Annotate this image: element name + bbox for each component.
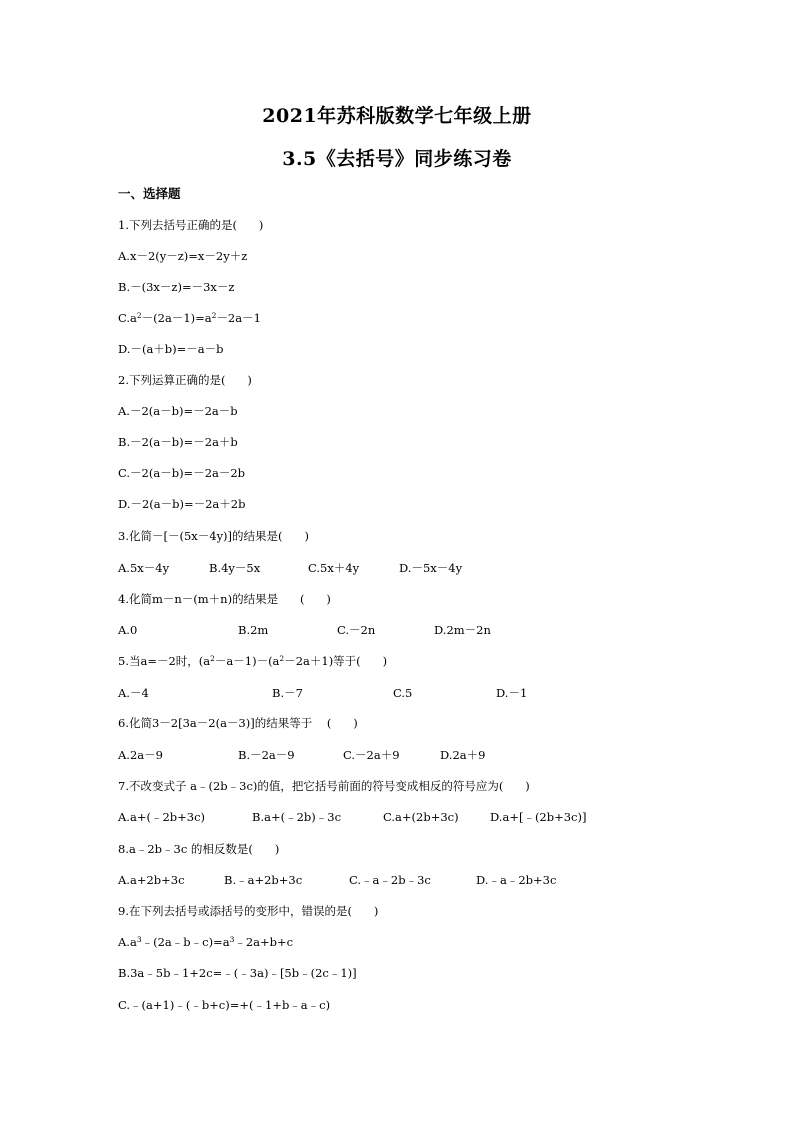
question-5-option-a: A.－4 [118,686,149,700]
question-4-option-d: D.2m－2n [434,623,491,637]
question-5-option-b: B.－7 [272,686,303,700]
question-6-options [118,747,738,763]
question-2-option-b: B.－2(a－b)=－2a＋b [118,435,238,449]
question-2-option-c: C.－2(a－b)=－2a－2b [118,466,246,480]
question-7-option-c: C.a+(2b+3c) [383,810,459,824]
question-2-option-a: A.－2(a－b)=－2a－b [118,404,238,418]
question-4-option-c: C.－2n [337,623,376,637]
question-3-option-a: A.5x－4y [118,561,170,575]
question-9-option-c: C.﹣(a+1)﹣(﹣b+c)=+(﹣1+b﹣a﹣c) [118,998,331,1012]
question-6-option-a: A.2a－9 [118,748,163,762]
question-8-option-b: B.﹣a+2b+3c [224,873,303,887]
question-1-option-d: D.－(a＋b)=－a－b [118,342,224,356]
question-8-option-c: C.﹣a﹣2b﹣3c [349,873,431,887]
question-7-options [118,809,738,825]
section-heading: 一、选择题 [118,186,181,201]
question-5-options [118,685,738,701]
question-7-option-d: D.a+[﹣(2b+3c)] [490,810,587,824]
question-3-option-c: C.5x＋4y [308,561,360,575]
question-3-options [118,560,738,576]
question-9-option-a: $A.a^3﹣(2a﹣b﹣c)=a^3﹣2a+b+c$ [118,935,294,949]
question-5-stem: 5.当a=－2时，$(a^2-a-1)-(a^2-2a+1)$等于( ) [118,654,388,668]
question-4-options [118,622,738,638]
question-6-stem: 6.化简3－2[3a－2(a－3)]的结果等于 ( ) [118,716,358,730]
question-2-option-d: D.－2(a－b)=－2a＋2b [118,497,246,511]
question-4-option-a: A.0 [118,623,138,637]
question-1-option-b: B.－(3x－z)=－3x－z [118,280,235,294]
question-4-option-b: B.2m [238,623,269,637]
question-8-options [118,872,738,888]
question-9-stem: 9.在下列去括号或添括号的变形中，错误的是( ) [118,904,379,918]
question-7-option-b: B.a+(﹣2b)﹣3c [252,810,342,824]
question-4-stem: 4.化简m－n－(m＋n)的结果是 ( ) [118,592,331,606]
question-6-option-d: D.2a＋9 [440,748,486,762]
question-8-stem: 8.a﹣2b﹣3c 的相反数是( ) [118,842,280,856]
question-1-stem: 1.下列去括号正确的是( ) [118,218,264,232]
question-8-option-d: D.﹣a﹣2b+3c [476,873,557,887]
question-3-option-b: B.4y－5x [209,561,261,575]
question-9-option-b: B.3a﹣5b﹣1+2c=﹣(﹣3a)﹣[5b﹣(2c﹣1)] [118,966,357,980]
question-7-stem: 7.不改变式子 a﹣(2b﹣3c)的值，把它括号前面的符号变成相反的符号应为( ) [118,779,530,793]
document-title: 2021年苏科版数学七年级上册 [262,105,532,127]
question-5-option-c: C.5 [393,686,413,700]
question-2-stem: 2.下列运算正确的是( ) [118,373,252,387]
question-7-option-a: A.a+(﹣2b+3c) [118,810,205,824]
question-1-option-c: $C.a^2-(2a-1)=a^2-2a-1$ [118,311,261,325]
question-6-option-b: B.－2a－9 [238,748,295,762]
question-5-option-d: D.－1 [496,686,528,700]
document-subtitle: 3.5《去括号》同步练习卷 [282,148,512,170]
question-1-option-a: A.x－2(y－z)=x－2y＋z [118,249,248,263]
question-6-option-c: C.－2a＋9 [343,748,400,762]
question-3-option-d: D.－5x－4y [399,561,463,575]
question-3-stem: 3.化简－[－(5x－4y)]的结果是( ) [118,529,309,543]
question-8-option-a: A.a+2b+3c [118,873,185,887]
